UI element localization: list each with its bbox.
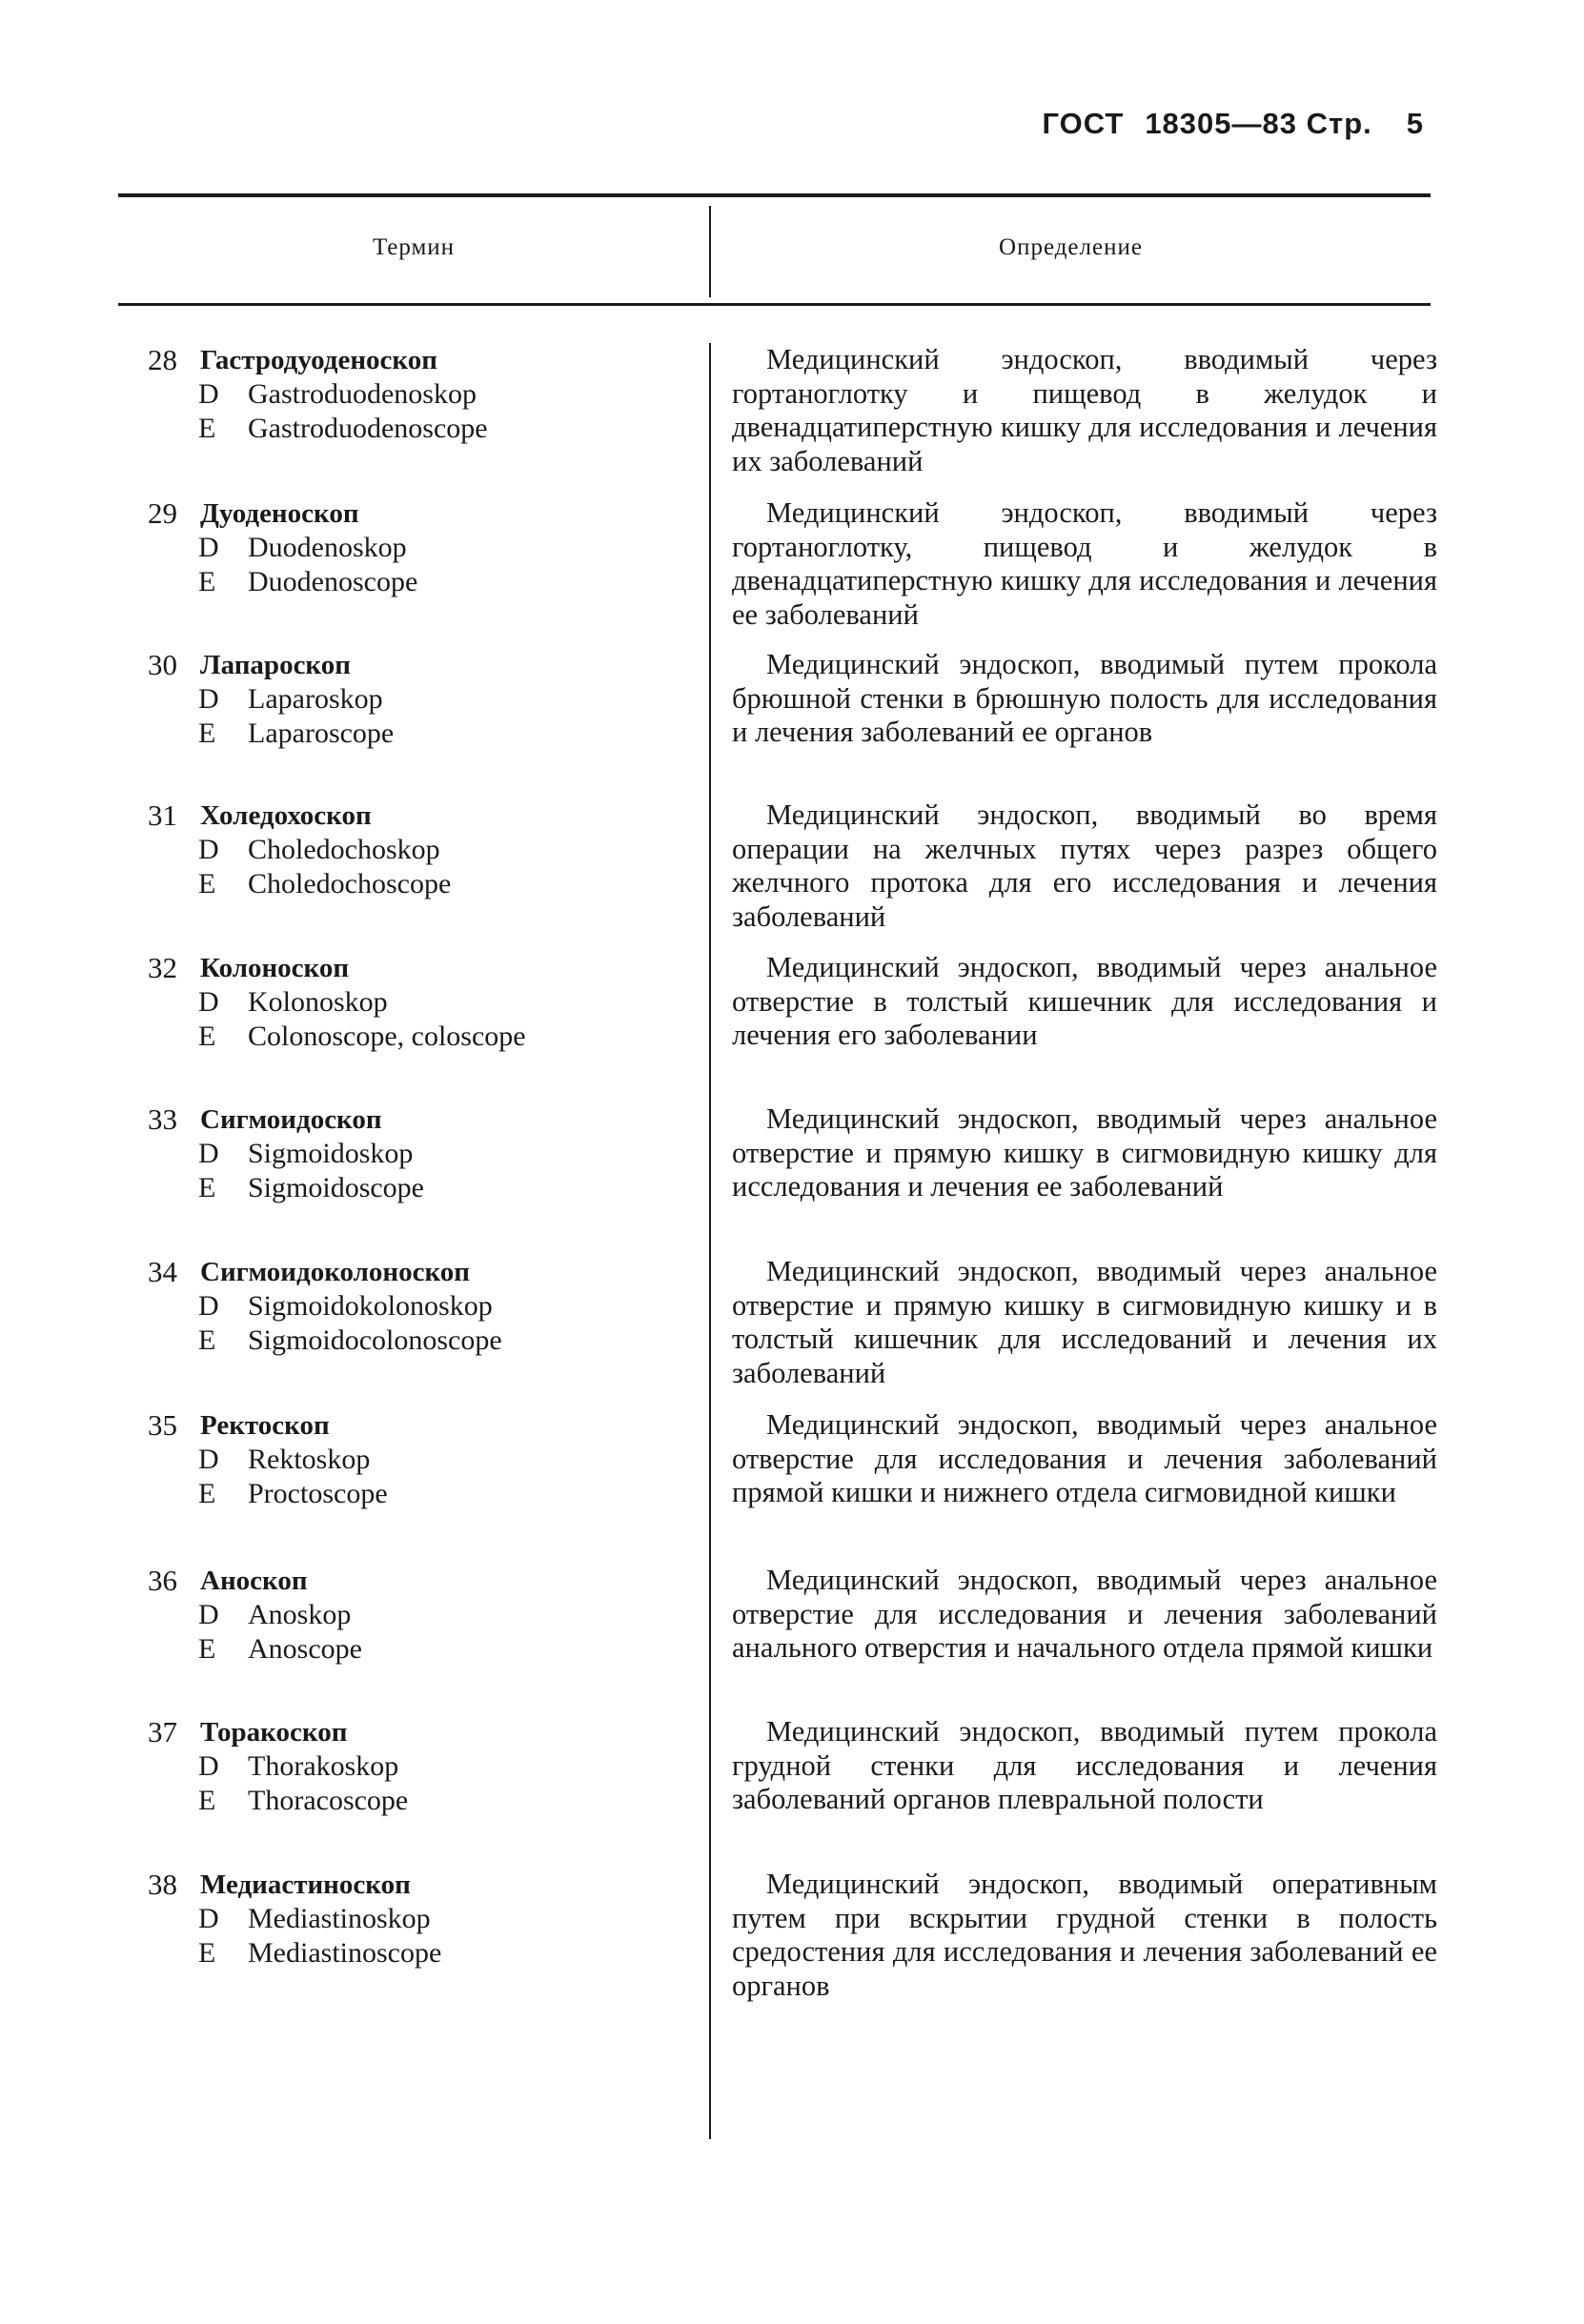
lang-code-de: D bbox=[198, 1750, 219, 1782]
term-definition: Медицинский эндоскоп, вводимый через анальное отверстие в толстый кишечник для исследования и лечения его заболевании bbox=[732, 951, 1437, 1051]
lang-code-de: D bbox=[198, 986, 219, 1018]
term-german: D Laparoskop bbox=[198, 683, 383, 715]
lang-code-de: D bbox=[198, 1290, 219, 1322]
column-header-term: Термин bbox=[372, 234, 456, 260]
term-russian: Дуоденоскоп bbox=[200, 498, 359, 529]
lang-code-en: E bbox=[198, 1324, 216, 1356]
lang-code-de: D bbox=[198, 834, 219, 865]
term-definition: Медицинский эндоскоп, вводимый путем прокола грудной стенки для исследования и лечения заболеваний органов плевральной полости bbox=[732, 1715, 1437, 1815]
term-definition: Медицинский эндоскоп, вводимый через анальное отверстие для исследования и лечения заболеваний прямой кишки и нижнего отдела сигмовидной кишки bbox=[732, 1408, 1437, 1508]
term-russian: Лапароскоп bbox=[200, 650, 351, 680]
term-number: 33 bbox=[148, 1102, 177, 1136]
term-english: E Proctoscope bbox=[198, 1478, 388, 1509]
lang-code-en: E bbox=[198, 1633, 216, 1665]
lang-code-en: E bbox=[198, 717, 216, 749]
term-english: E Gastroduodenoscope bbox=[198, 413, 488, 444]
term-number: 31 bbox=[148, 798, 177, 832]
lang-code-en: E bbox=[198, 1172, 216, 1203]
term-number: 34 bbox=[148, 1255, 177, 1288]
lang-code-de: D bbox=[198, 1138, 219, 1169]
term-number: 28 bbox=[148, 343, 177, 376]
term-definition: Медицинский эндоскоп, вводимый через гортаноглотку и пищевод в желудок и двенадцатиперстную кишку для исследования и лечения их заболеваний bbox=[732, 343, 1437, 477]
lang-code-de: D bbox=[198, 1903, 219, 1934]
term-russian: Медиастиноскоп bbox=[200, 1869, 411, 1900]
term-english: E Anoscope bbox=[198, 1633, 362, 1665]
column-header-definition: Определение bbox=[999, 234, 1143, 260]
term-german: D Sigmoidokolonoskop bbox=[198, 1290, 493, 1322]
page-number: 5 bbox=[1406, 107, 1424, 140]
term-german: D Sigmoidoskop bbox=[198, 1138, 414, 1169]
term-number: 35 bbox=[148, 1408, 177, 1442]
term-number: 29 bbox=[148, 496, 177, 530]
table-header-rule bbox=[118, 303, 1431, 306]
term-number: 32 bbox=[148, 951, 177, 984]
term-russian: Колоноскоп bbox=[200, 953, 350, 983]
term-russian: Ректоскоп bbox=[200, 1410, 330, 1441]
term-english: E Colonoscope, coloscope bbox=[198, 1021, 526, 1052]
term-english: E Sigmoidoscope bbox=[198, 1172, 424, 1203]
lang-code-en: E bbox=[198, 1785, 216, 1816]
lang-code-en: E bbox=[198, 413, 216, 444]
term-german: D Gastroduodenoskop bbox=[198, 378, 477, 410]
term-definition: Медицинский эндоскоп, вводимый через анальное отверстие для исследования и лечения заболеваний анального отверстия и начального отдела прямой кишки bbox=[732, 1564, 1437, 1664]
term-number: 37 bbox=[148, 1715, 177, 1748]
term-english: E Laparoscope bbox=[198, 717, 395, 749]
term-russian: Гастродуоденоскоп bbox=[200, 345, 437, 375]
term-definition: Медицинский эндоскоп, вводимый через гортаноглотку, пищевод и желудок в двенадцатиперстную кишку для исследования и лечения ее заболеваний bbox=[732, 496, 1437, 631]
term-definition: Медицинский эндоскоп, вводимый путем прокола брюшной стенки в брюшную полость для исследования и лечения заболеваний ее органов bbox=[732, 648, 1437, 748]
term-german: D Mediastinoskop bbox=[198, 1903, 431, 1934]
term-russian: Холедохоскоп bbox=[200, 800, 372, 831]
standard-code: 18305—83 bbox=[1145, 107, 1297, 140]
term-russian: Торакоскоп bbox=[200, 1717, 348, 1748]
lang-code-en: E bbox=[198, 1021, 216, 1052]
standard-label: ГОСТ bbox=[1042, 107, 1125, 140]
term-russian: Аноскоп bbox=[200, 1566, 308, 1596]
lang-code-en: E bbox=[198, 566, 216, 597]
lang-code-en: E bbox=[198, 868, 216, 899]
term-german: D Duodenoskop bbox=[198, 532, 407, 563]
term-german: D Kolonoskop bbox=[198, 986, 388, 1018]
lang-code-de: D bbox=[198, 1444, 219, 1475]
term-number: 38 bbox=[148, 1868, 177, 1901]
term-english: E Choledochoscope bbox=[198, 868, 452, 899]
term-german: D Choledochoskop bbox=[198, 834, 440, 865]
lang-code-en: E bbox=[198, 1478, 216, 1509]
term-definition: Медицинский эндоскоп, вводимый во время операции на желчных путях через разрез общего желчного протока для его исследования и лечения заболеваний bbox=[732, 798, 1437, 933]
term-english: E Duodenoscope bbox=[198, 566, 418, 597]
term-german: D Rektoskop bbox=[198, 1444, 371, 1475]
table-top-rule bbox=[118, 193, 1431, 197]
lang-code-de: D bbox=[198, 532, 219, 563]
lang-code-de: D bbox=[198, 378, 219, 410]
term-german: D Anoskop bbox=[198, 1599, 352, 1630]
term-definition: Медицинский эндоскоп, вводимый через анальное отверстие и прямую кишку в сигмовидную кишку для исследования и лечения ее заболеваний bbox=[732, 1102, 1437, 1202]
page-label: Стр. bbox=[1306, 107, 1372, 140]
term-definition: Медицинский эндоскоп, вводимый через анальное отверстие и прямую кишку в сигмовидную кишку и в толстый кишечник для исследований и лечения их заболеваний bbox=[732, 1255, 1437, 1389]
lang-code-en: E bbox=[198, 1937, 216, 1969]
term-number: 36 bbox=[148, 1564, 177, 1597]
lang-code-de: D bbox=[198, 1599, 219, 1630]
lang-code-de: D bbox=[198, 683, 219, 715]
term-russian: Сигмоидоколоноскоп bbox=[200, 1257, 471, 1287]
term-english: E Sigmoidocolonoscope bbox=[198, 1324, 502, 1356]
term-english: E Thoracoscope bbox=[198, 1785, 409, 1816]
term-russian: Сигмоидоскоп bbox=[200, 1104, 382, 1135]
term-number: 30 bbox=[148, 648, 177, 681]
term-definition: Медицинский эндоскоп, вводимый оперативным путем при вскрытии грудной стенки в полость средостения для исследования и лечения заболеваний ее органов bbox=[732, 1868, 1437, 2002]
page-header bbox=[1042, 107, 1424, 141]
body-column-divider bbox=[709, 343, 711, 2139]
term-german: D Thorakoskop bbox=[198, 1750, 399, 1782]
term-english: E Mediastinoscope bbox=[198, 1937, 442, 1969]
